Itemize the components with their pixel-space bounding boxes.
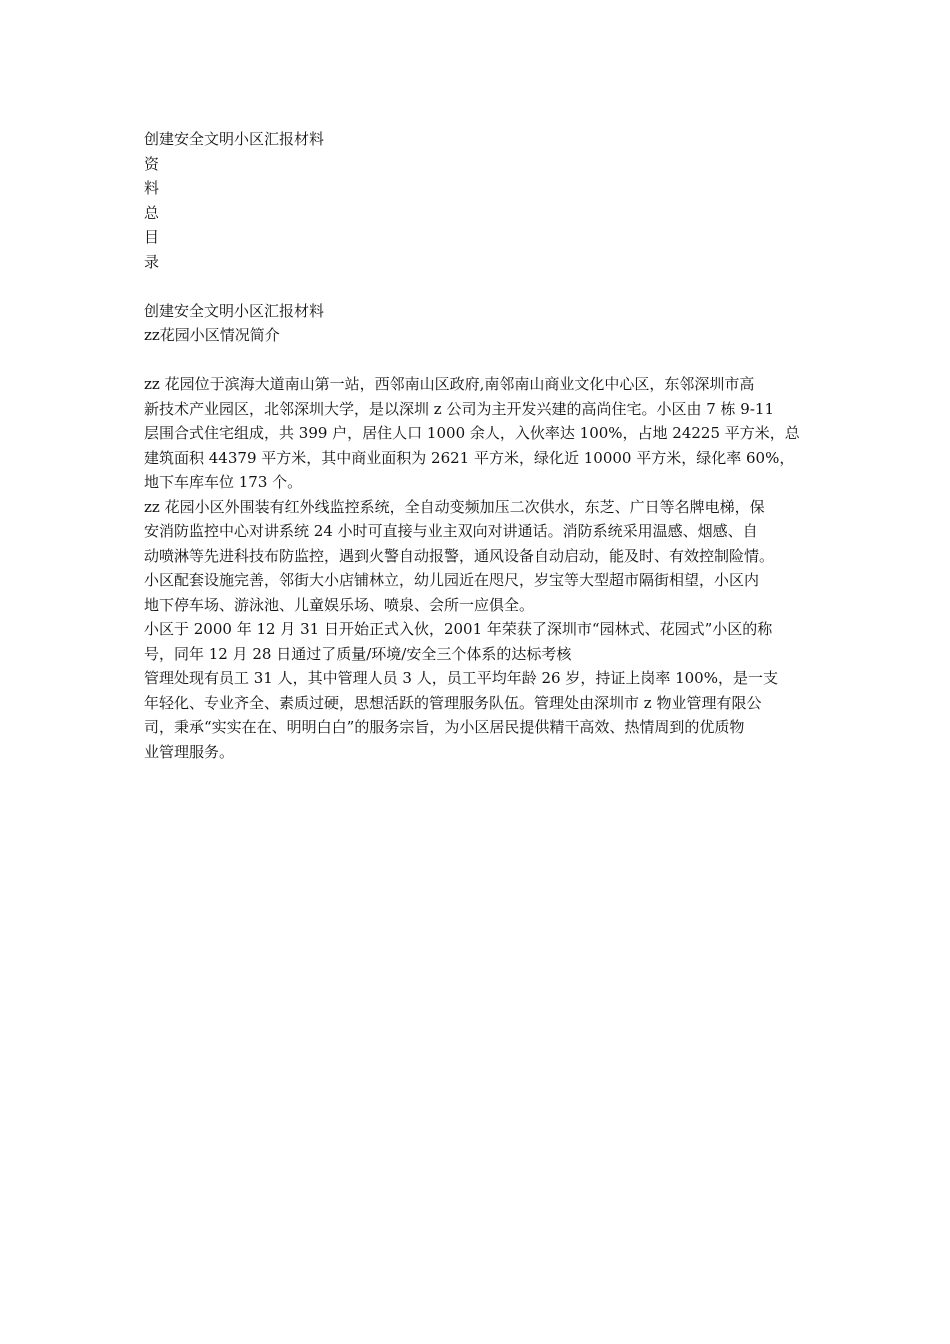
paragraph-line: 业管理服务。 — [144, 742, 235, 761]
toc-char-5: 录 — [144, 252, 160, 271]
paragraph-line: 小区配套设施完善，邻街大小店铺林立，幼儿园近在咫尺，岁宝等大型超市隔街相望，小区内 — [144, 571, 760, 589]
paragraph-line: 司，秉承“实实在在、明明白白”的服务宗旨，为小区居民提供精干高效、热情周到的优质物 — [144, 718, 745, 736]
paragraph-line: 小区于 2000 年 12 月 31 日开始正式入伙，2001 年荣获了深圳市“园林式、花园式”小区的称 — [144, 620, 773, 638]
paragraph-facilities — [144, 568, 834, 617]
paragraph-line: 年轻化、专业齐全、素质过硬，思想活跃的管理服务队伍。管理处由深圳市 z 物业管理有限公 — [144, 693, 762, 712]
paragraph-line: 管理处现有员工 31 人，其中管理人员 3 人，员工平均年龄 26 岁，持证上岗率 100%，是一支 — [144, 669, 778, 687]
paragraph-line: 安消防监控中心对讲系统 24 小时可直接与业主双向对讲通话。消防系统采用温感、烟感、自 — [144, 522, 758, 540]
document-page — [144, 127, 834, 764]
paragraph-line: 号，同年 12 月 28 日通过了质量/环境/安全三个体系的达标考核 — [144, 644, 572, 663]
paragraph-line: 动喷淋等先进科技布防监控，遇到火警自动报警，通风设备自动启动，能及时、有效控制险情。 — [144, 546, 775, 565]
paragraph-line: 建筑面积 44379 平方米，其中商业面积为 2621 平方米，绿化近 10000 平方米，绿化率 60%， — [144, 448, 795, 467]
section-title: 创建安全文明小区汇报材料 — [144, 301, 325, 320]
paragraph-security — [144, 495, 834, 569]
toc-char-4: 目 — [144, 228, 160, 246]
paragraph-overview — [144, 372, 834, 495]
paragraph-line: zz 花园位于滨海大道南山第一站，西邻南山区政府,南邻南山商业文化中心区，东邻深圳市高 — [144, 375, 755, 393]
paragraph-line: 地下车库车位 173 个。 — [144, 473, 303, 491]
paragraph-line: zz 花园小区外围装有红外线监控系统，全自动变频加压二次供水，东芝、广日等名牌电梯，保 — [144, 497, 765, 516]
toc-char-1: 资 — [144, 154, 160, 173]
toc-char-3: 总 — [144, 203, 160, 222]
document-title: 创建安全文明小区汇报材料 — [144, 130, 325, 148]
spacer — [144, 274, 834, 299]
toc-char-2: 料 — [144, 179, 160, 197]
paragraph-management — [144, 666, 834, 764]
paragraph-history — [144, 617, 834, 666]
paragraph-line: 新技术产业园区，北邻深圳大学，是以深圳 z 公司为主开发兴建的高尚住宅。小区由 7 栋 9-11 — [144, 399, 774, 418]
spacer — [144, 348, 834, 373]
paragraph-line: 层围合式住宅组成，共 399 户，居住人口 1000 余人，入伙率达 100%，占地 24225 平方米，总 — [144, 424, 800, 442]
paragraph-line: 地下停车场、游泳池、儿童娱乐场、喷泉、会所一应俱全。 — [144, 595, 535, 614]
section-subtitle: zz花园小区情况简介 — [144, 326, 280, 344]
